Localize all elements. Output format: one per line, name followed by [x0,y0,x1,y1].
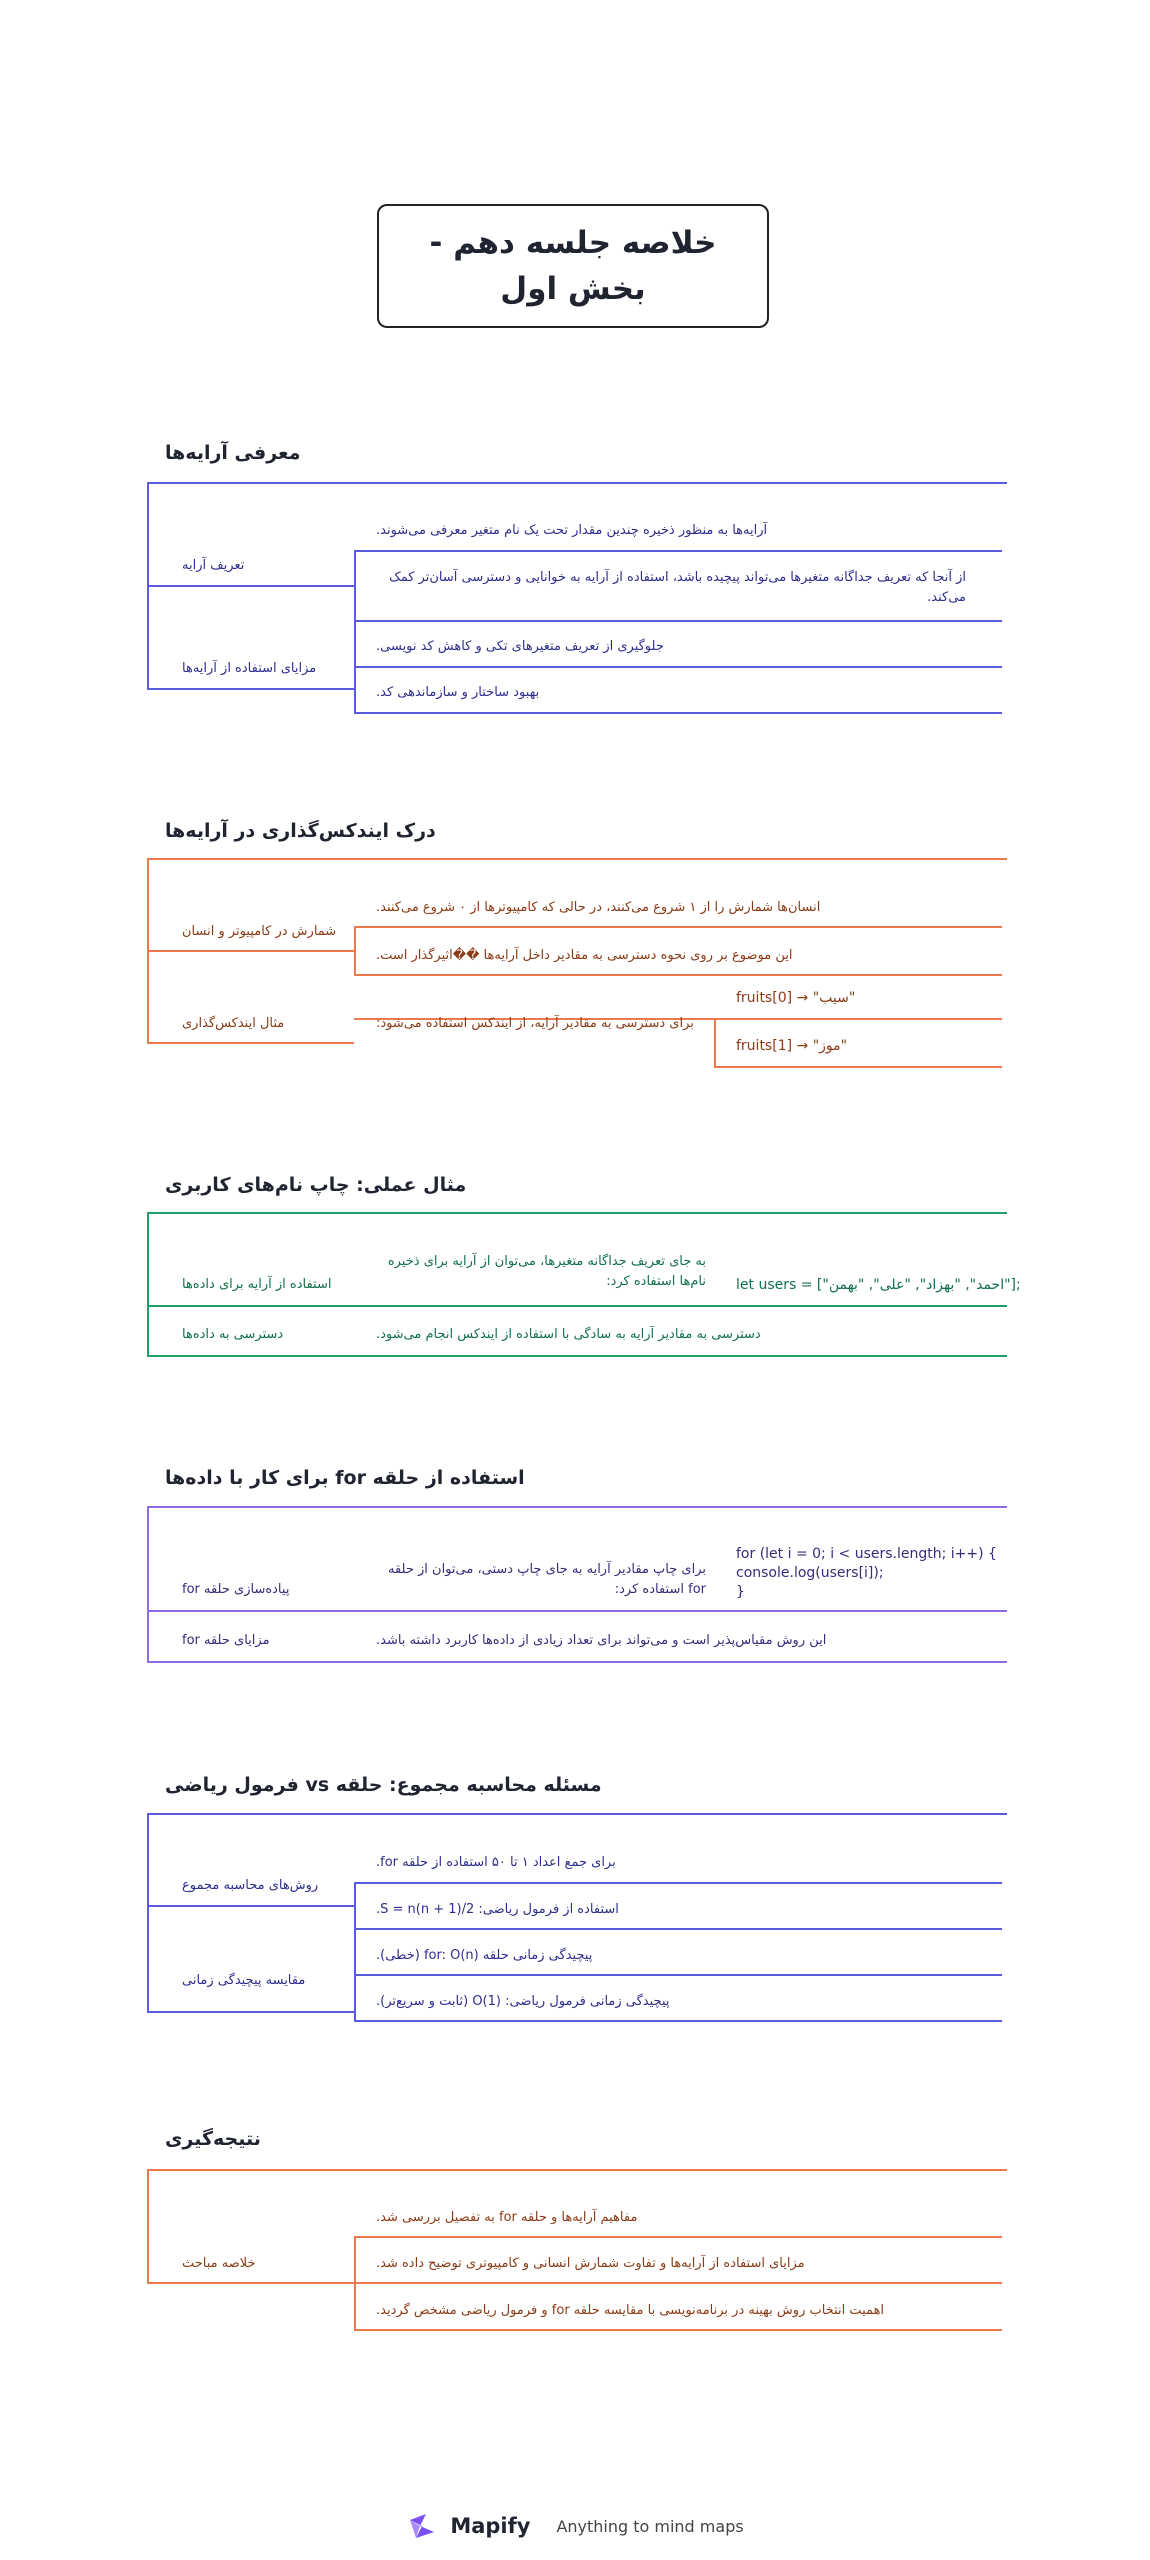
connector-line [147,1813,149,2013]
section-title-indexing[interactable]: درک ایندکس‌گذاری در آرایه‌ها [165,820,436,842]
connector-line [354,2282,1002,2284]
connector-line [354,1974,1002,1976]
connector-line [354,550,1002,552]
leaf-text[interactable]: پیچیدگی زمانی فرمول ریاضی: O(1) (ثابت و سریع‌تر). [376,1994,670,2009]
connector-line [147,2011,354,2013]
brand-name: Mapify [450,2514,531,2538]
connector-line [147,1212,149,1357]
leaf-text[interactable]: آرایه‌ها به منظور ذخیره چندین مقدار تحت یک نام متغیر معرفی می‌شوند. [376,523,768,538]
branch-text[interactable]: به جای تعریف جداگانه متغیرها، می‌توان از آرایه برای ذخیره نام‌ها استفاده کرد: [387,1254,706,1290]
leaf-code[interactable]: fruits[1] → "موز" [736,1038,848,1054]
connector-line [147,2282,354,2284]
leaf-text[interactable]: از آنجا که تعریف جداگانه متغیرها می‌تواند پیچیده باشد، استفاده از آرایه به خوانایی و دسترسی آسان‌تر کمک می‌کند. [389,570,966,606]
branch-array-for-data[interactable]: استفاده از آرایه برای داده‌ها [182,1277,332,1292]
section-title-usernames[interactable]: مثال عملی: چاپ نام‌های کاربری [165,1174,467,1196]
leaf-text[interactable]: اهمیت انتخاب روش بهینه در برنامه‌نویسی با مقایسه حلقه for و فرمول ریاضی مشخص گردید. [376,2303,885,2318]
connector-line [354,926,356,976]
branch-complexity[interactable]: مقایسه پیچیدگی زمانی [182,1973,306,1988]
code-line[interactable]: } [736,1584,745,1600]
leaf-text[interactable]: استفاده از فرمول ریاضی: S = n(n + 1)/2. [376,1902,619,1917]
connector-line [354,620,1002,622]
section-title-sum[interactable]: مسئله محاسبه مجموع: حلقه vs فرمول ریاضی [165,1774,602,1796]
leaf-text[interactable]: مزایای استفاده از آرایه‌ها و تفاوت شمارش انسانی و کامپیوتری توضیح داده شد. [376,2256,805,2271]
leaf-text[interactable]: این موضوع بر روی نحوه دسترسی به مقادیر داخل آرایه‌ها ��اثیرگذار است. [376,948,793,963]
footer [0,2508,1150,2544]
connector-line [147,2169,1007,2171]
branch-counting[interactable]: شمارش در کامپیوتر و انسان [182,924,337,939]
branch-for-implementation[interactable]: پیاده‌سازی حلقه for [182,1582,290,1597]
connector-line [714,1066,1002,1068]
connector-line [147,1661,1007,1663]
leaf-text[interactable]: بهبود ساختار و سازماندهی کد. [376,685,540,700]
connector-line [147,1610,1007,1612]
leaf-code[interactable]: fruits[0] → "سیب" [736,990,856,1006]
connector-line [147,585,354,587]
branch-indexing-example[interactable]: مثال ایندکس‌گذاری [182,1016,285,1031]
section-title-arrays-intro[interactable]: معرفی آرایه‌ها [165,442,301,464]
leaf-text[interactable]: انسان‌ها شمارش را از ۱ شروع می‌کنند، در حالی که کامپیوترها از ۰ شروع می‌کنند. [376,900,821,915]
connector-line [354,2329,1002,2331]
connector-line [147,858,1007,860]
section-title-for-loop[interactable]: استفاده از حلقه for برای کار با داده‌ها [165,1467,525,1489]
connector-line [354,550,356,622]
connector-line [147,2169,149,2284]
connector-line [714,1018,1002,1020]
connector-line [354,712,1002,714]
connector-line [354,1928,1002,1930]
branch-sum-methods[interactable]: روش‌های محاسبه مجموع [182,1878,319,1893]
connector-line [147,1905,354,1907]
code-line[interactable]: for (let i = 0; i < users.length; i++) { [736,1546,997,1562]
connector-line [147,482,1007,484]
branch-for-benefits[interactable]: مزایای حلقه for [182,1633,270,1648]
mapify-logo-icon [406,2510,438,2542]
branch-array-benefits[interactable]: مزایای استفاده از آرایه‌ها [182,661,317,676]
branch-data-access[interactable]: دسترسی به داده‌ها [182,1327,284,1342]
connector-line [147,1813,1007,1815]
branch-text[interactable]: برای چاپ مقادیر آرایه به جای چاپ دستی، می‌توان از حلقه for استفاده کرد: [387,1562,706,1598]
connector-line [147,1355,1007,1357]
connector-line [147,950,354,952]
connector-line [354,974,1002,976]
connector-line [354,2236,1002,2238]
branch-text[interactable]: دسترسی به مقادیر آرایه به سادگی با استفاده از ایندکس انجام می‌شود. [376,1327,761,1342]
connector-line [354,2020,1002,2022]
connector-line [147,1506,1007,1508]
connector-line [147,1042,354,1044]
connector-line [714,1018,716,1068]
connector-line [354,666,1002,668]
code-line[interactable]: console.log(users[i]); [736,1565,884,1581]
branch-summary[interactable]: خلاصه مباحث [182,2256,256,2271]
leaf-text[interactable]: برای جمع اعداد ۱ تا ۵۰ استفاده از حلقه for. [376,1855,616,1870]
branch-array-definition[interactable]: تعریف آرایه [182,558,245,573]
brand-tagline: Anything to mind maps [556,2516,744,2536]
section-title-conclusion[interactable]: نتیجه‌گیری [165,2128,261,2150]
branch-text[interactable]: برای دسترسی به مقادیر آرایه، از ایندکس استفاده می‌شود: [376,1016,694,1031]
code-snippet-users[interactable]: let users = ["احمد", "بهزاد", "علی", "بهمن"]; [736,1277,1021,1293]
leaf-text[interactable]: جلوگیری از تعریف متغیرهای تکی و کاهش کد نویسی. [376,639,664,654]
connector-line [354,1882,356,1930]
branch-text[interactable]: این روش مقیاس‌پذیر است و می‌تواند برای تعداد زیادی از داده‌ها کاربرد داشته باشد. [376,1633,827,1648]
connector-line [354,1882,1002,1884]
leaf-text[interactable]: مفاهیم آرایه‌ها و حلقه for به تفصیل بررسی شد. [376,2210,638,2225]
leaf-text[interactable]: پیچیدگی زمانی حلقه for: O(n) (خطی). [376,1948,593,1963]
connector-line [354,926,1002,928]
root-node[interactable]: خلاصه جلسه دهم - بخش اول [377,204,769,328]
connector-line [147,1305,1007,1307]
connector-line [147,688,354,690]
connector-line [147,1506,149,1663]
connector-line [147,1212,1007,1214]
